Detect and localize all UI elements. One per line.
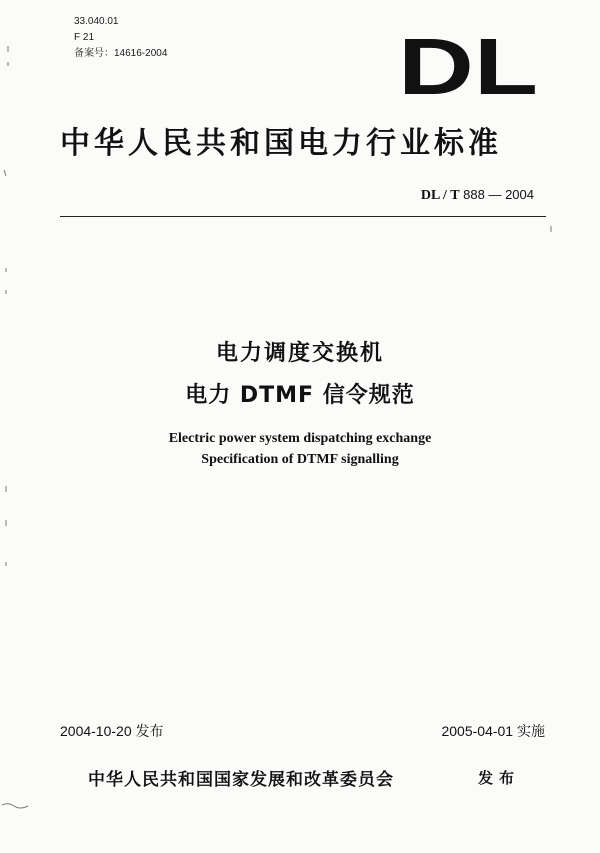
ics-code: 33.040.01 (74, 16, 119, 27)
english-title-line-1: Electric power system dispatching exchange (168, 431, 432, 446)
dl-logo (398, 36, 538, 98)
standard-number-prefix: DL / T (420, 188, 460, 203)
classification-codes (74, 14, 167, 62)
english-title-line-2: Specification of DTMF signalling (201, 452, 399, 467)
publish-label: 发布 (478, 769, 521, 787)
standard-number-value: 888 — 2004 (463, 187, 534, 202)
implementation-date: 2005-04-01 实施 (441, 723, 545, 739)
issue-date: 2004-10-20 发布 (60, 723, 164, 739)
industry-standard-title: 中华人民共和国电力行业标准 (60, 126, 502, 161)
publisher-name: 中华人民共和国国家发展和改革委员会 (88, 770, 394, 790)
ccs-code: F 21 (74, 32, 95, 43)
chinese-title-line-1: 电力调度交换机 (215, 341, 384, 366)
standard-number (421, 187, 534, 204)
header-divider (60, 216, 546, 217)
dl-logo-text: DL (398, 36, 538, 98)
chinese-title-line-2: 电力 DTMF 信令规范 (185, 383, 415, 408)
record-number: 备案号：14616-2004 (74, 48, 168, 59)
